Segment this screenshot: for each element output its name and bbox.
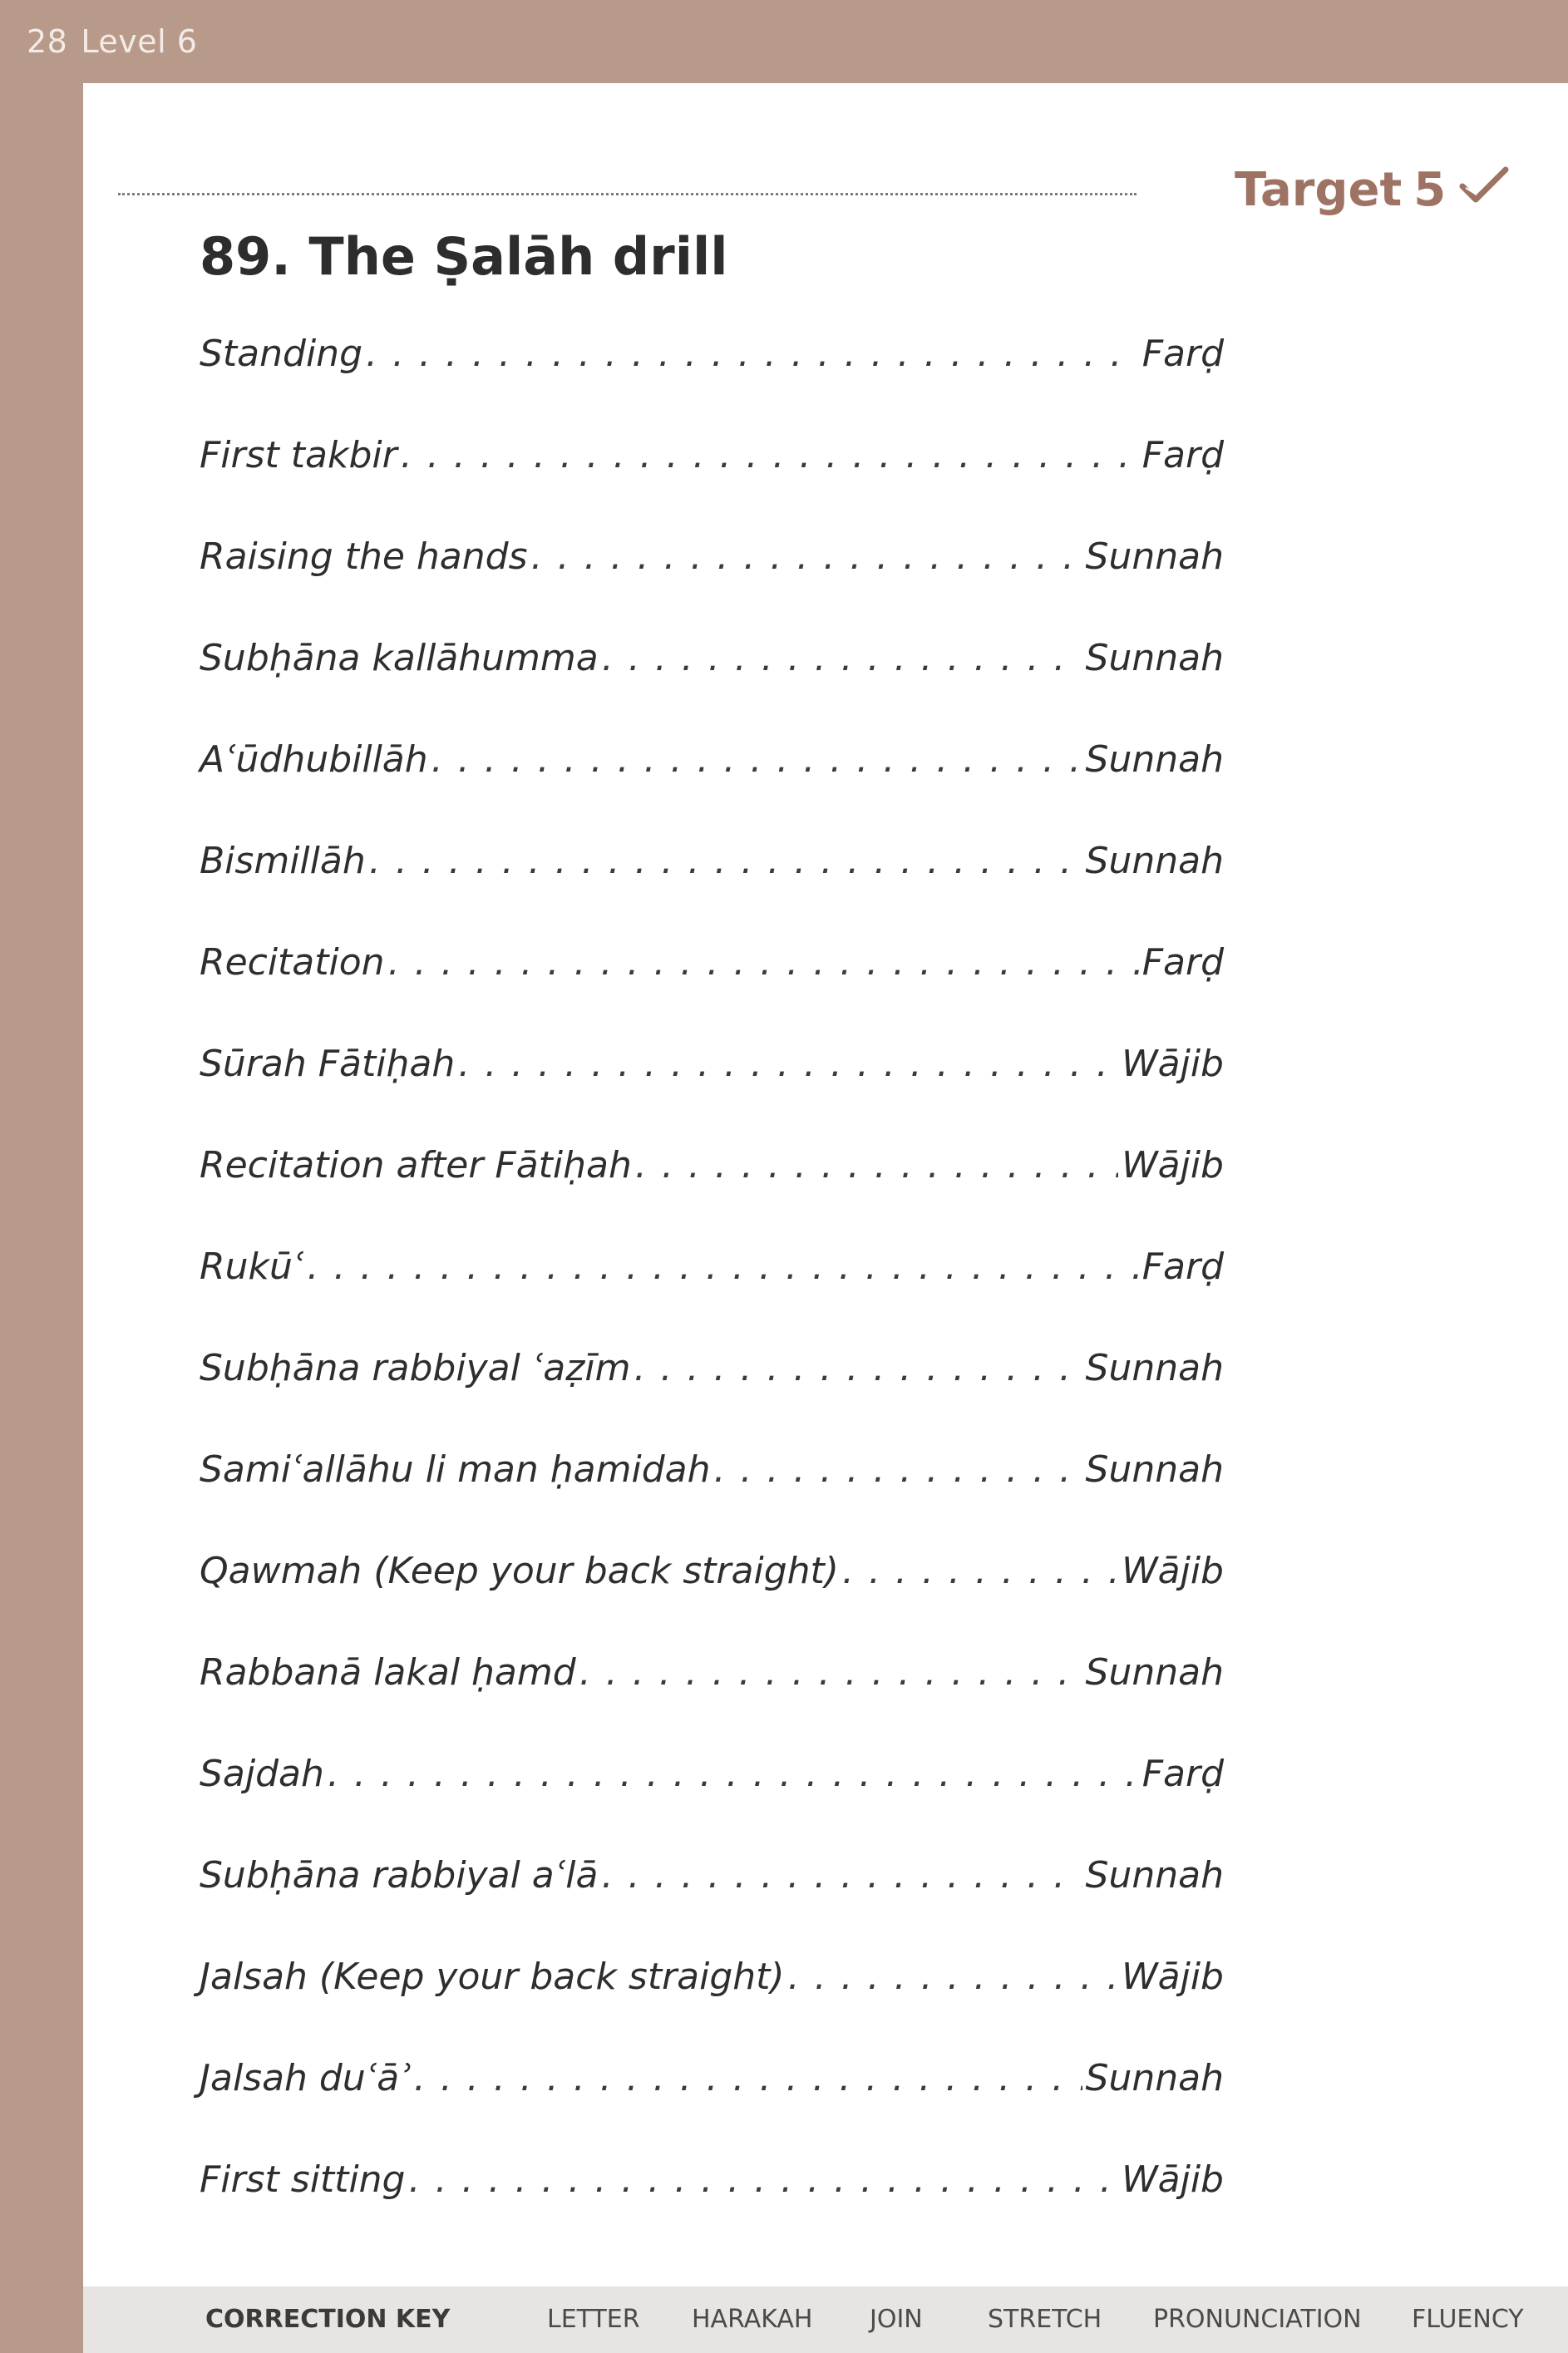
drill-item bbox=[200, 1550, 1224, 1651]
target-text: Target bbox=[1235, 163, 1403, 217]
drill-item bbox=[200, 1043, 1224, 1144]
drill-item-ruling: Sunnah bbox=[1085, 2057, 1224, 2099]
drill-item-ruling: Farḍ bbox=[1141, 941, 1224, 984]
key-harakah: HARAKAH bbox=[692, 2305, 813, 2334]
drill-item-ruling: Wājib bbox=[1122, 1043, 1224, 1085]
drill-item bbox=[200, 333, 1224, 434]
dot-leader bbox=[531, 535, 1082, 578]
dot-leader bbox=[602, 637, 1082, 679]
drill-item bbox=[200, 738, 1224, 840]
drill-item-name: Subḥāna kallāhumma bbox=[200, 637, 599, 679]
dot-leader bbox=[388, 941, 1139, 984]
salah-drill-list bbox=[200, 333, 1224, 2260]
dot-leader bbox=[414, 2057, 1082, 2099]
drill-item-name: Bismillāh bbox=[200, 840, 366, 882]
dot-leader bbox=[408, 2158, 1118, 2201]
dot-leader bbox=[579, 1651, 1082, 1694]
drill-item-name: Sajdah bbox=[200, 1753, 324, 1795]
dot-leader bbox=[431, 738, 1082, 781]
drill-item bbox=[200, 1651, 1224, 1753]
drill-item-name: Subḥāna rabbiyal ʿaẓīm bbox=[200, 1347, 631, 1389]
drill-item-ruling: Wājib bbox=[1122, 1144, 1224, 1186]
drill-item-name: Rabbanā lakal ḥamd bbox=[200, 1651, 576, 1694]
drill-item bbox=[200, 637, 1224, 738]
drill-item-name: Standing bbox=[200, 333, 363, 375]
drill-item bbox=[200, 941, 1224, 1043]
top-band bbox=[0, 0, 1568, 83]
drill-item-name: Jalsah (Keep your back straight) bbox=[200, 1956, 785, 1998]
drill-item bbox=[200, 1956, 1224, 2057]
drill-item bbox=[200, 1347, 1224, 1448]
drill-item-ruling: Farḍ bbox=[1141, 1246, 1224, 1288]
dot-leader bbox=[458, 1043, 1118, 1085]
drill-item-ruling: Sunnah bbox=[1085, 1448, 1224, 1491]
dot-leader bbox=[788, 1956, 1119, 1998]
drill-item-name: Jalsah duʿāʾ bbox=[200, 2057, 411, 2099]
drill-item-name: Subḥāna rabbiyal aʿlā bbox=[200, 1854, 599, 1897]
check-icon bbox=[1459, 165, 1509, 205]
section-title: 89. The Ṣalāh drill bbox=[200, 226, 728, 287]
drill-item bbox=[200, 1448, 1224, 1550]
drill-item bbox=[200, 434, 1224, 535]
key-letter: LETTER bbox=[547, 2305, 640, 2334]
dot-leader bbox=[713, 1448, 1082, 1491]
dot-leader bbox=[401, 434, 1139, 476]
drill-item bbox=[200, 1246, 1224, 1347]
drill-item-name: Rukūʿ bbox=[200, 1246, 304, 1288]
drill-item-name: First takbir bbox=[200, 434, 397, 476]
drill-item bbox=[200, 2057, 1224, 2158]
drill-item-name: Sūrah Fātiḥah bbox=[200, 1043, 456, 1085]
dot-leader bbox=[366, 333, 1139, 375]
drill-item bbox=[200, 2158, 1224, 2260]
drill-item-ruling: Farḍ bbox=[1141, 333, 1224, 375]
target-row bbox=[118, 83, 1515, 150]
dot-leader bbox=[369, 840, 1082, 882]
dot-leader bbox=[635, 1144, 1118, 1186]
page-number: 28 bbox=[27, 23, 68, 60]
drill-item-name: Recitation after Fātiḥah bbox=[200, 1144, 632, 1186]
dot-leader bbox=[842, 1550, 1118, 1592]
drill-item-name: Aʿūdhubillāh bbox=[200, 738, 428, 781]
dot-leader bbox=[601, 1854, 1082, 1897]
drill-item-ruling: Farḍ bbox=[1141, 1753, 1224, 1795]
drill-item bbox=[200, 1854, 1224, 1956]
drill-item-ruling: Sunnah bbox=[1085, 840, 1224, 882]
drill-item-ruling: Wājib bbox=[1122, 1550, 1224, 1592]
key-join: JOIN bbox=[870, 2305, 923, 2334]
drill-item bbox=[200, 1753, 1224, 1854]
correction-key-bar bbox=[83, 2286, 1568, 2353]
key-fluency: FLUENCY bbox=[1412, 2305, 1524, 2334]
drill-item-name: Raising the hands bbox=[200, 535, 528, 578]
drill-item-ruling: Sunnah bbox=[1085, 1651, 1224, 1694]
drill-item-name: Samiʿallāhu li man ḥamidah bbox=[200, 1448, 711, 1491]
drill-item bbox=[200, 840, 1224, 941]
drill-item-name: Recitation bbox=[200, 941, 385, 984]
drill-item-ruling: Sunnah bbox=[1085, 535, 1224, 578]
target-dotted-rule bbox=[118, 193, 1137, 195]
target-label bbox=[1235, 163, 1446, 217]
dot-leader bbox=[307, 1246, 1138, 1288]
key-pronunciation: PRONUNCIATION bbox=[1153, 2305, 1362, 2334]
drill-item-ruling: Wājib bbox=[1122, 1956, 1224, 1998]
drill-item-name: First sitting bbox=[200, 2158, 406, 2201]
drill-item bbox=[200, 535, 1224, 637]
target-number: 5 bbox=[1413, 163, 1447, 217]
drill-item-ruling: Farḍ bbox=[1141, 434, 1224, 476]
drill-item-ruling: Sunnah bbox=[1085, 1347, 1224, 1389]
drill-item-ruling: Sunnah bbox=[1085, 738, 1224, 781]
drill-item-ruling: Wājib bbox=[1122, 2158, 1224, 2201]
level-label: Level 6 bbox=[81, 23, 198, 60]
correction-key-title: CORRECTION KEY bbox=[205, 2305, 451, 2334]
page-header bbox=[27, 23, 197, 60]
dot-leader bbox=[634, 1347, 1082, 1389]
key-stretch: STRETCH bbox=[988, 2305, 1102, 2334]
dot-leader bbox=[328, 1753, 1139, 1795]
drill-item-ruling: Sunnah bbox=[1085, 1854, 1224, 1897]
drill-item bbox=[200, 1144, 1224, 1246]
drill-item-ruling: Sunnah bbox=[1085, 637, 1224, 679]
drill-item-name: Qawmah (Keep your back straight) bbox=[200, 1550, 839, 1592]
